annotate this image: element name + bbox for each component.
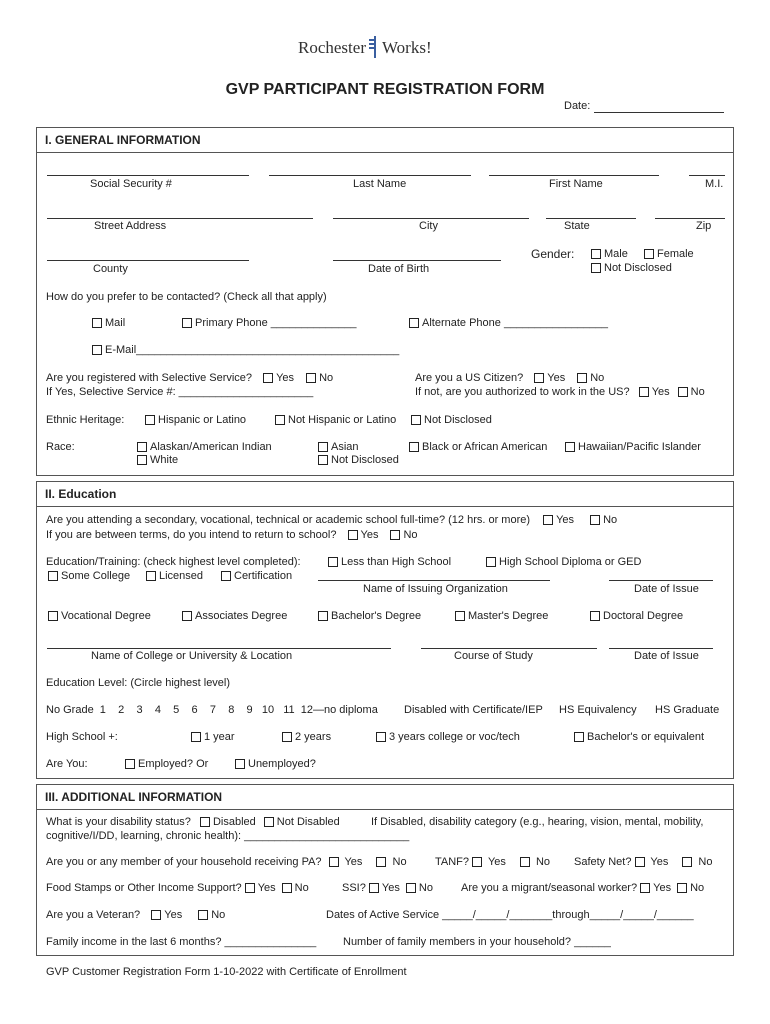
checkbox[interactable] <box>369 883 379 893</box>
county-label: County <box>93 263 128 275</box>
family-income-field[interactable]: Family income in the last 6 months? _______________ <box>46 936 317 948</box>
checkbox[interactable] <box>328 557 338 567</box>
checkbox[interactable] <box>348 530 358 540</box>
option-label: Licensed <box>159 570 204 582</box>
race-not-disclosed[interactable] <box>318 454 399 466</box>
mi-label: M.I. <box>705 178 724 190</box>
checkbox[interactable] <box>125 759 135 769</box>
checkbox[interactable] <box>520 857 530 867</box>
option-label: No <box>392 856 407 868</box>
checkbox[interactable] <box>48 611 58 621</box>
option-label: No <box>690 882 705 894</box>
option-label: Bachelor's or equivalent <box>587 731 705 743</box>
disability-question <box>46 816 340 828</box>
state-field[interactable] <box>546 218 636 219</box>
first-name-field[interactable] <box>489 175 659 176</box>
checkbox[interactable] <box>182 611 192 621</box>
checkbox[interactable] <box>92 318 102 328</box>
checkbox[interactable] <box>406 883 416 893</box>
option-label: Not Disclosed <box>604 262 672 274</box>
option-label: No <box>590 372 605 384</box>
checkbox[interactable] <box>137 455 147 465</box>
checkbox[interactable] <box>577 373 587 383</box>
question-text: If you are between terms, do you intend to return to school? <box>46 529 337 541</box>
checkbox[interactable] <box>543 515 553 525</box>
hs-plus-3-years[interactable] <box>376 731 520 743</box>
contact-email[interactable] <box>92 344 399 356</box>
edu-masters[interactable] <box>455 610 548 622</box>
edu-vocational[interactable] <box>48 610 151 622</box>
disability-category: If Disabled, disability category (e.g., hearing, vision, mental, mobility, <box>371 816 704 828</box>
option-label: No <box>690 386 705 398</box>
ssn-label: Social Security # <box>90 178 172 190</box>
ssi-question <box>342 882 433 894</box>
question-text: Are you registered with Selective Service? <box>46 372 253 384</box>
checkbox[interactable] <box>318 455 328 465</box>
checkbox[interactable] <box>682 857 692 867</box>
form-title: GVP PARTICIPANT REGISTRATION FORM <box>225 81 545 98</box>
issuing-org-field[interactable] <box>318 580 550 581</box>
option-label: Yes <box>257 882 276 894</box>
option-label: 2 years <box>295 731 332 743</box>
question-text: Are you attending a secondary, vocational, technical or academic school full-time? (12 hrs. or more) <box>46 514 531 526</box>
checkbox[interactable] <box>640 883 650 893</box>
option-label: Yes <box>164 909 183 921</box>
checkbox[interactable] <box>591 263 601 273</box>
last-name-label: Last Name <box>353 178 407 190</box>
option-label: Not Hispanic or Latino <box>288 414 397 426</box>
section-heading: II. Education <box>45 487 117 501</box>
option-label: Vocational Degree <box>61 610 151 622</box>
dob-label: Date of Birth <box>368 263 430 275</box>
option-label: Yes <box>650 856 669 868</box>
attending-question <box>46 514 617 526</box>
option-label: Alaskan/American Indian <box>150 441 272 453</box>
additional-information-section <box>36 784 734 956</box>
option-label: Yes <box>344 856 363 868</box>
question-text: Are you a migrant/seasonal worker? <box>461 882 638 894</box>
question-text: Are you a Veteran? <box>46 909 141 921</box>
option-label: Hawaiian/Pacific Islander <box>578 441 701 453</box>
zip-field[interactable] <box>655 218 725 219</box>
footer-text: GVP Customer Registration Form 1-10-2022 with Certificate of Enrollment <box>46 966 407 978</box>
question-text: What is your disability status? <box>46 816 191 828</box>
issue-date-field-2[interactable] <box>609 648 713 649</box>
question-text: SSI? <box>342 882 366 894</box>
option-label: No <box>294 882 309 894</box>
edu-some-college[interactable] <box>48 570 130 582</box>
disability-category-line2: cognitive/I/DD, learning, chronic health): ___________________________ <box>46 830 410 842</box>
logo-mark-icon <box>368 36 380 58</box>
checkbox[interactable] <box>390 530 400 540</box>
option-label: No <box>319 372 334 384</box>
question-text: Safety Net? <box>574 856 632 868</box>
education-question: Education/Training: (check highest level completed): <box>46 556 301 568</box>
option-label: White <box>150 454 179 466</box>
ethnic-not-disclosed[interactable] <box>411 414 492 426</box>
checkbox[interactable] <box>145 415 155 425</box>
gender-label: Gender: <box>531 247 575 261</box>
checkbox[interactable] <box>534 373 544 383</box>
checkbox[interactable] <box>318 611 328 621</box>
contact-primary-phone[interactable] <box>182 317 356 329</box>
food-stamps-question <box>46 882 309 894</box>
checkbox[interactable] <box>282 732 292 742</box>
active-service-dates[interactable]: Dates of Active Service _____/_____/_______through_____/_____/______ <box>326 909 694 921</box>
first-name-label: First Name <box>549 178 603 190</box>
college-label: Name of College or University & Location <box>91 650 293 662</box>
checkbox[interactable] <box>639 387 649 397</box>
date-field[interactable] <box>594 112 724 113</box>
checkbox[interactable] <box>411 415 421 425</box>
checkbox[interactable] <box>221 571 231 581</box>
safety-net-question <box>574 856 712 868</box>
checkbox[interactable] <box>263 373 273 383</box>
checkbox[interactable] <box>590 611 600 621</box>
option-label: Not Disclosed <box>424 414 492 426</box>
divider <box>37 152 733 153</box>
edu-licensed[interactable] <box>146 570 203 582</box>
option-label: Yes <box>547 372 566 384</box>
option-label: Yes <box>276 372 295 384</box>
last-name-field[interactable] <box>269 175 471 176</box>
race-hawaiian[interactable] <box>565 441 701 453</box>
race-asian[interactable] <box>318 441 359 453</box>
logo-text-left: Rochester <box>298 38 366 57</box>
general-information-section <box>36 127 734 476</box>
checkbox[interactable] <box>574 732 584 742</box>
checkbox[interactable] <box>264 817 274 827</box>
issue-date-field[interactable] <box>609 580 713 581</box>
veteran-question <box>46 909 225 921</box>
citizen-question <box>415 372 604 384</box>
option-label: Bachelor's Degree <box>331 610 422 622</box>
contact-question: How do you prefer to be contacted? (Check all that apply) <box>46 291 327 303</box>
edu-doctoral[interactable] <box>590 610 683 622</box>
checkbox[interactable] <box>376 857 386 867</box>
checkbox[interactable] <box>590 515 600 525</box>
street-field[interactable] <box>47 218 313 219</box>
checkbox[interactable] <box>376 732 386 742</box>
hs-graduate-option[interactable]: HS Graduate <box>655 704 720 716</box>
tanf-question <box>435 856 550 868</box>
checkbox[interactable] <box>678 387 688 397</box>
authorized-question <box>415 386 705 398</box>
pa-question <box>46 856 407 868</box>
rochester-works-logo <box>298 36 432 58</box>
option-label: No <box>211 909 226 921</box>
option-label: Master's Degree <box>468 610 549 622</box>
hs-plus-bachelors[interactable] <box>574 731 704 743</box>
edu-hs-diploma[interactable] <box>486 556 641 568</box>
option-label: Not Disabled <box>276 816 340 828</box>
option-label: Associates Degree <box>195 610 288 622</box>
checkbox[interactable] <box>486 557 496 567</box>
option-label: Alternate Phone _________________ <box>422 317 608 329</box>
checkbox[interactable] <box>329 857 339 867</box>
divider <box>37 809 733 810</box>
dob-field[interactable] <box>333 260 501 261</box>
option-label: Disabled <box>212 816 256 828</box>
ethnic-hispanic[interactable] <box>145 414 246 426</box>
option-label: Black or African American <box>422 441 548 453</box>
street-label: Street Address <box>94 220 167 232</box>
issue-date-label: Date of Issue <box>634 583 699 595</box>
hs-equivalency-option[interactable]: HS Equivalency <box>559 704 637 716</box>
ssn-field[interactable] <box>47 175 249 176</box>
option-label: No <box>403 529 418 541</box>
checkbox[interactable] <box>409 318 419 328</box>
checkbox[interactable] <box>137 442 147 452</box>
option-label: Male <box>604 248 628 260</box>
contact-alternate-phone[interactable] <box>409 317 608 329</box>
course-field[interactable] <box>421 648 597 649</box>
checkbox[interactable] <box>472 857 482 867</box>
option-label: Yes <box>487 856 506 868</box>
hs-plus-2-years[interactable] <box>282 731 331 743</box>
question-text: Are you a US Citizen? <box>415 372 524 384</box>
question-text: TANF? <box>435 856 470 868</box>
race-white[interactable] <box>137 454 178 466</box>
race-black[interactable] <box>409 441 547 453</box>
hs-plus-label: High School +: <box>46 731 118 743</box>
option-label: Yes <box>360 529 379 541</box>
logo-text-right: Works! <box>381 38 432 57</box>
course-label: Course of Study <box>454 650 533 662</box>
checkbox[interactable] <box>306 373 316 383</box>
checkbox[interactable] <box>146 571 156 581</box>
question-text: Are you or any member of your household receiving PA? <box>46 856 322 868</box>
checkbox[interactable] <box>455 611 465 621</box>
checkbox[interactable] <box>282 883 292 893</box>
mi-field[interactable] <box>689 175 725 176</box>
migrant-question <box>461 882 704 894</box>
state-label: State <box>564 220 590 232</box>
are-you-label: Are You: <box>46 758 88 770</box>
grade-options[interactable]: No Grade 1 2 3 4 5 6 7 8 9 10 11 12—no diploma <box>46 704 378 716</box>
county-field[interactable] <box>47 260 249 261</box>
option-label: No <box>418 882 433 894</box>
option-label: E-Mail___________________________________________ <box>105 344 400 356</box>
family-members-field[interactable]: Number of family members in your household? ______ <box>343 936 611 948</box>
option-label: 3 years college or voc/tech <box>389 731 520 743</box>
divider <box>37 506 733 507</box>
edu-associates[interactable] <box>182 610 287 622</box>
education-section <box>36 481 734 779</box>
checkbox[interactable] <box>635 857 645 867</box>
checkbox[interactable] <box>48 571 58 581</box>
date-label: Date: <box>564 100 591 112</box>
option-label: Asian <box>331 441 359 453</box>
option-label: High School Diploma or GED <box>499 556 642 568</box>
city-label: City <box>419 220 438 232</box>
option-label: Yes <box>556 514 575 526</box>
selective-service-question <box>46 372 333 384</box>
question-text: If not, are you authorized to work in the US? <box>415 386 630 398</box>
gender-not-disclosed[interactable] <box>591 262 672 274</box>
option-label: No <box>535 856 551 868</box>
checkbox[interactable] <box>200 817 210 827</box>
option-label: Hispanic or Latino <box>158 414 247 426</box>
checkbox[interactable] <box>591 249 601 259</box>
option-label: Doctoral Degree <box>603 610 684 622</box>
disabled-iep-option[interactable]: Disabled with Certificate/IEP <box>404 704 543 716</box>
city-field[interactable] <box>333 218 529 219</box>
option-label: Yes <box>651 386 670 398</box>
question-text: Food Stamps or Other Income Support? <box>46 882 242 894</box>
ethnic-label: Ethnic Heritage: <box>46 414 125 426</box>
edu-bachelors[interactable] <box>318 610 421 622</box>
issue-date-label-2: Date of Issue <box>634 650 699 662</box>
hs-plus-1-year[interactable] <box>191 731 235 743</box>
section-heading: I. GENERAL INFORMATION <box>45 133 201 147</box>
checkbox[interactable] <box>565 442 575 452</box>
checkbox[interactable] <box>677 883 687 893</box>
option-label: 1 year <box>204 731 235 743</box>
checkbox[interactable] <box>409 442 419 452</box>
race-alaskan[interactable] <box>137 441 272 453</box>
checkbox[interactable] <box>235 759 245 769</box>
gender-female[interactable] <box>644 248 694 260</box>
checkbox[interactable] <box>275 415 285 425</box>
option-label: No <box>603 514 618 526</box>
option-label: Certification <box>234 570 293 582</box>
contact-mail[interactable] <box>92 317 125 329</box>
status-unemployed[interactable] <box>235 758 316 770</box>
option-label: Unemployed? <box>248 758 316 770</box>
option-label: Primary Phone ______________ <box>195 317 357 329</box>
checkbox[interactable] <box>151 910 161 920</box>
issuing-org-label: Name of Issuing Organization <box>363 583 508 595</box>
option-label: No <box>698 856 713 868</box>
gender-male[interactable] <box>591 248 628 260</box>
option-label: Less than High School <box>341 556 452 568</box>
checkbox[interactable] <box>191 732 201 742</box>
checkbox[interactable] <box>198 910 208 920</box>
checkbox[interactable] <box>245 883 255 893</box>
ethnic-not-hispanic[interactable] <box>275 414 396 426</box>
selective-service-number: If Yes, Selective Service #: ______________________ <box>46 386 314 398</box>
edu-certification[interactable] <box>221 570 292 582</box>
option-label: Not Disclosed <box>331 454 399 466</box>
between-terms-question <box>46 529 418 541</box>
status-employed[interactable] <box>125 758 208 770</box>
college-field[interactable] <box>47 648 391 649</box>
option-label: Female <box>657 248 694 260</box>
education-level-label: Education Level: (Circle highest level) <box>46 677 231 689</box>
zip-label: Zip <box>696 220 712 232</box>
race-label: Race: <box>46 441 75 453</box>
checkbox[interactable] <box>644 249 654 259</box>
section-heading: III. ADDITIONAL INFORMATION <box>45 790 223 804</box>
option-label: Some College <box>61 570 131 582</box>
checkbox[interactable] <box>318 442 328 452</box>
option-label: Mail <box>105 317 126 329</box>
edu-less-than-hs[interactable] <box>328 556 451 568</box>
option-label: Employed? Or <box>138 758 209 770</box>
option-label: Yes <box>381 882 400 894</box>
checkbox[interactable] <box>92 345 102 355</box>
checkbox[interactable] <box>182 318 192 328</box>
option-label: Yes <box>653 882 672 894</box>
